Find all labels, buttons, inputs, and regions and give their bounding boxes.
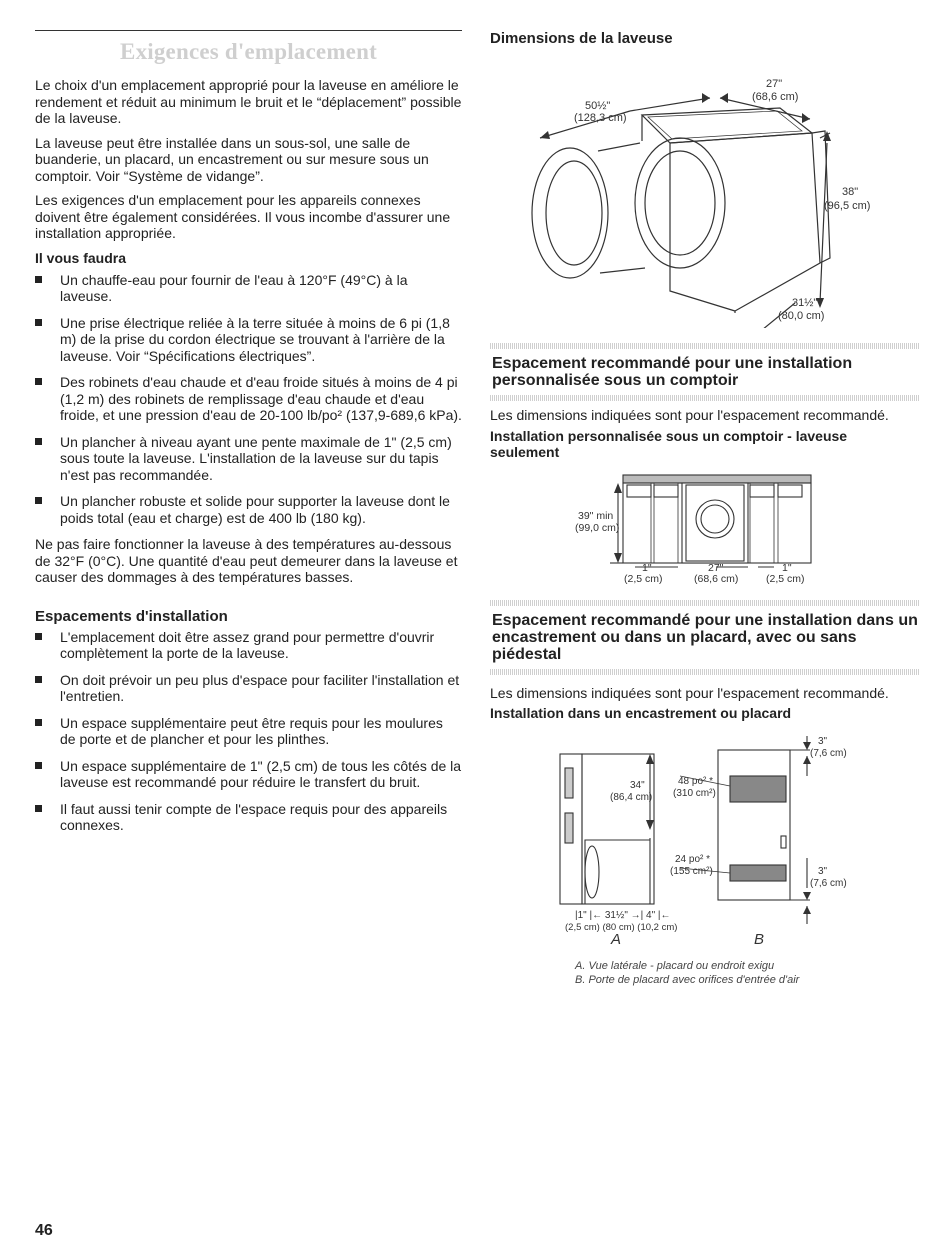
left-column (35, 30, 462, 844)
vent-bottom-area: 24 po² * (675, 853, 711, 865)
list-item-text: Un plancher robuste et solide pour supporter la laveuse dont le poids total (eau et charge) est de 400 lb (180 kg). (60, 493, 450, 526)
vent-bottom (730, 865, 786, 881)
intro-paragraph: Le choix d'un emplacement approprié pour la laveuse en améliore le rendement et réduit au minimum le bruit et le “déplacement” possible de la laveuse. (35, 77, 462, 126)
closet-bottom-cm: (2,5 cm) (80 cm) (10,2 cm) (565, 921, 678, 933)
bullet-icon (35, 378, 42, 385)
bullet-icon (35, 676, 42, 683)
counter-mid-cm: (68,6 cm) (694, 572, 739, 585)
bullet-icon (35, 805, 42, 812)
dimensions-title: Dimensions de la laveuse (490, 30, 673, 47)
top-rule (35, 30, 462, 31)
list-item (35, 434, 462, 484)
vent-top-area: 48 po² * (678, 775, 714, 787)
depth-open-cm: (128,3 cm) (574, 112, 627, 124)
closet-text: Les dimensions indiquées sont pour l'espacement recommandé. (490, 684, 889, 701)
list-item-text: Un chauffe-eau pour fournir de l'eau à 120°F (49°C) à la laveuse. (60, 271, 408, 304)
height-in: 38" (842, 186, 859, 198)
list-item (35, 758, 462, 791)
figure-captions (490, 959, 920, 987)
depth-open-in: 50½" (585, 100, 611, 112)
closet-figure (490, 728, 920, 948)
vent-bottom-cm: (155 cm²) (670, 865, 713, 877)
counter-side-cm: (2,5 cm) (624, 572, 663, 585)
width-cm: (68,6 cm) (752, 91, 799, 103)
list-item (35, 715, 462, 748)
bullet-icon (35, 497, 42, 504)
gap-top-in: 3" (818, 735, 828, 747)
section-title: Exigences d'emplacement (120, 39, 377, 64)
washer-side (585, 840, 650, 904)
list-item (35, 374, 462, 424)
bullet-icon (35, 319, 42, 326)
figure-label-a: A (611, 930, 622, 948)
bullet-icon (35, 633, 42, 640)
list-item (35, 672, 462, 705)
warning-paragraph: Ne pas faire fonctionner la laveuse à des températures au-dessous de 32°F (0°C). Une quantité d'eau peut demeurer dans la laveuse et causer des dommages à des températures basses. (35, 536, 458, 585)
list-item-text: Un espace supplémentaire peut être requis pour les moulures de porte et de plancher et pour les plinthes. (60, 714, 443, 747)
gap-bottom-cm: (7,6 cm) (810, 877, 847, 889)
counter-height-in: 39" min (578, 509, 614, 522)
list-item-text: Un plancher à niveau ayant une pente maximale de 1" (2,5 cm) sous toute la laveuse. L'installation de la laveuse sur du tapis n'est pas recommandée. (60, 433, 452, 483)
separator-band (490, 669, 920, 675)
height-cm: (96,5 cm) (824, 200, 871, 212)
list-item-text: On doit prévoir un peu plus d'espace pour faciliter l'installation et l'entretien. (60, 671, 460, 704)
intro-paragraph: Les exigences d'un emplacement pour les appareils connexes doivent être également considérées. Il vous incombe d'assurer une installation appropriée. (35, 192, 451, 241)
closet-subheading: Installation dans un encastrement ou placard (490, 705, 792, 721)
list-item (35, 629, 462, 662)
needs-list (35, 272, 462, 527)
door-opening (635, 138, 725, 268)
closet-bottom-dims: |1" |← 31½" →| 4" |← (575, 909, 671, 921)
bullet-icon (35, 276, 42, 283)
list-item-text: Il faut aussi tenir compte de l'espace requis pour des appareils connexes. (60, 800, 448, 833)
right-column (490, 30, 920, 987)
under-counter-figure (490, 467, 920, 585)
list-item-text: Un espace supplémentaire de 1" (2,5 cm) de tous les côtés de la laveuse est recommandé pour réduire le transfert du bruit. (60, 757, 462, 790)
needs-heading: Il vous faudra (35, 249, 127, 266)
list-item-text: L'emplacement doit être assez grand pour permettre d'ouvrir complètement la porte de la laveuse. (60, 628, 435, 661)
depth-cm: (80,0 cm) (778, 310, 825, 322)
list-item-text: Une prise électrique reliée à la terre située à moins de 6 pi (1,8 m) de la prise du cordon électrique se trouvant à l'arrière de la laveuse. Voir “Spécifications électriques”. (60, 314, 450, 364)
counter-heading: Espacement recommandé pour une installation personnalisée sous un comptoir (492, 355, 853, 389)
open-door (532, 148, 608, 278)
closet-height-in: 34" (630, 779, 645, 791)
countertop (623, 475, 811, 483)
counter-side-cm-right: (2,5 cm) (766, 572, 805, 585)
caption-b: B. Porte de placard avec orifices d'entrée d'air (575, 973, 800, 986)
spaces-heading: Espacements d'installation (35, 607, 228, 625)
figure-label-b: B (754, 930, 765, 948)
list-item (35, 315, 462, 365)
bullet-icon (35, 719, 42, 726)
separator-band (490, 343, 920, 349)
bullet-icon (35, 762, 42, 769)
list-item (35, 801, 462, 834)
washer-box (682, 483, 748, 563)
depth-in: 31½" (792, 297, 818, 309)
washer-front-edge (670, 143, 735, 313)
width-in: 27" (766, 78, 783, 90)
closet-heading: Espacement recommandé pour une installation dans un encastrement ou dans un placard, avec ou sans piédestal (492, 611, 918, 663)
closet-height-cm: (86,4 cm) (610, 791, 653, 803)
vent-top-cm: (310 cm²) (673, 787, 716, 799)
counter-side-in: 1" (642, 561, 652, 574)
gap-top-cm: (7,6 cm) (810, 747, 847, 759)
counter-side-in-right: 1" (782, 561, 792, 574)
vent-top (730, 776, 786, 802)
counter-height-cm: (99,0 cm) (575, 521, 620, 534)
counter-subheading: Installation personnalisée sous un comptoir - laveuse seulement (490, 427, 848, 460)
separator-band (490, 395, 920, 401)
spaces-list (35, 629, 462, 834)
list-item (35, 272, 462, 305)
list-item (35, 493, 462, 526)
counter-text: Les dimensions indiquées sont pour l'espacement recommandé. (490, 407, 889, 423)
bullet-icon (35, 438, 42, 445)
washer-dimensions-figure (490, 53, 920, 328)
page-number: 46 (35, 1222, 53, 1239)
intro-paragraph: La laveuse peut être installée dans un sous-sol, une salle de buanderie, un placard, un encastrement ou sur mesure sous un comptoir. Voir “Système de vidange”. (35, 134, 429, 184)
caption-a: A. Vue latérale - placard ou endroit exigu (575, 959, 775, 972)
counter-mid-in: 27" (708, 561, 724, 574)
gap-bottom-in: 3" (818, 865, 828, 877)
list-item-text: Des robinets d'eau chaude et d'eau froide situés à moins de 4 pi (1,2 m) des robinets de remplissage d'eau chaude et d'eau froide, et une pression d'eau de 20-100 lb/po² (137,9-689,6 kPa). (60, 374, 462, 423)
separator-band (490, 600, 920, 606)
